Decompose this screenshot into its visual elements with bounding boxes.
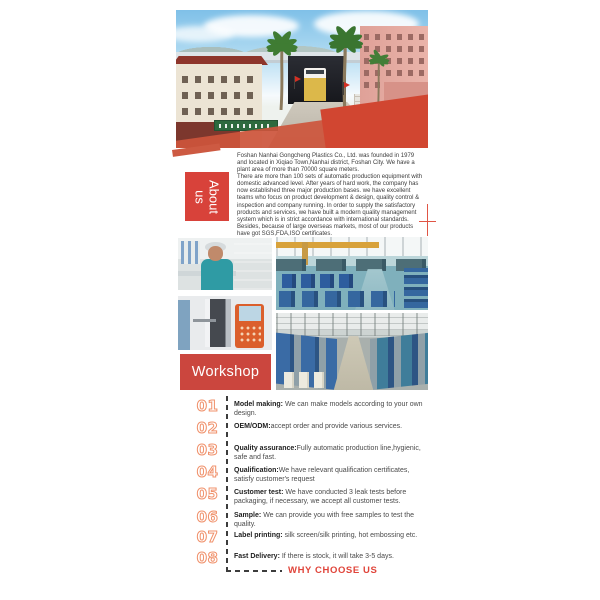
- feature-desc: silk screen/silk printing, hot embossing etc.: [284, 532, 418, 539]
- feature-title: Sample:: [234, 512, 264, 519]
- about-paragraph: Foshan Nanhai Gongcheng Plastics Co., Ltd. was founded in 1979 and located in Xiqiao Town,Nanhai district, Foshan City. We have a plant area of more than 70000 square meters.: [237, 153, 415, 174]
- feature-desc: We can provide you with free samples to test the quality.: [234, 512, 415, 529]
- workshop-photo-test-machine: [178, 296, 272, 350]
- feature-number: 03: [196, 441, 219, 459]
- feature-row: [194, 485, 428, 507]
- blue-crates: [282, 274, 355, 289]
- controller-screen: [239, 306, 261, 321]
- test-machine-column: [205, 299, 230, 348]
- feature-number: 02: [196, 419, 219, 437]
- feature-number: 07: [196, 528, 219, 546]
- workshop-photo-worker: [178, 238, 272, 290]
- feature-number: 04: [196, 463, 219, 481]
- feature-desc: Fully automatic production line,hygienic, safe and fast.: [234, 445, 421, 462]
- feature-row: [194, 419, 428, 437]
- blue-crates: [404, 268, 428, 308]
- feature-desc: We can make models according to your own design.: [234, 401, 423, 418]
- window-row: [182, 76, 256, 83]
- palm-tree-icon: [322, 16, 370, 112]
- feature-row: [194, 528, 428, 546]
- workshop-photo-floor-1: [276, 237, 428, 310]
- machine-row-right: [370, 333, 428, 390]
- red-flag-icon: [344, 82, 350, 88]
- feature-number: 01: [196, 397, 219, 415]
- window-row: [364, 34, 424, 40]
- about-us-text: [237, 153, 425, 238]
- feature-row: [194, 549, 428, 567]
- feature-row: [194, 463, 428, 485]
- feature-desc: We have conducted 3 leak tests before packaging, if necessary, we accept all customer tests.: [234, 489, 407, 506]
- window-row: [182, 108, 256, 115]
- horizontal-dashed-line: [226, 570, 282, 572]
- feature-number: 05: [196, 485, 219, 503]
- controller-keypad: [239, 325, 261, 342]
- feature-row: [194, 441, 428, 463]
- about-paragraph: There are more than 100 sets of automatic production equipment with domestic advanced level. After years of hard work, the company has now established three major production bases. we have excellent teams who focus on product development & design, quality control & inspection and company running. In order to supply the satisfactory products and services, we have built a modern quality management system which is in strict accordance with international standards. Besides, because of large overseas markets, most of our products have got SGS,FDA,ISO certificates.: [237, 174, 423, 237]
- material-sacks: [284, 372, 327, 389]
- operator: [178, 300, 190, 350]
- feature-desc: accept order and provide various services.: [270, 423, 403, 430]
- feature-title: Model making:: [234, 401, 285, 408]
- feature-title: Qualification:: [234, 467, 279, 474]
- ceiling: [276, 313, 428, 336]
- feature-title: Fast Delivery:: [234, 553, 282, 560]
- feature-desc: We have relevant qualification certificates, satisfy customer's request: [234, 467, 410, 484]
- feature-row: [194, 508, 428, 530]
- floor-aisle: [334, 336, 374, 390]
- feature-number: 08: [196, 549, 219, 567]
- worker-head: [208, 246, 223, 261]
- feature-title: Quality assurance:: [234, 445, 297, 452]
- feature-title: Customer test:: [234, 489, 286, 496]
- about-us-tab: [185, 172, 229, 221]
- palm-tree-icon: [364, 44, 394, 102]
- worker-torso: [201, 259, 233, 290]
- why-choose-us-label: WHY CHOOSE US: [288, 565, 378, 576]
- workshop-label: Workshop: [191, 364, 260, 380]
- about-us-label: About us: [193, 179, 222, 214]
- feature-title: OEM/ODM:: [234, 423, 271, 430]
- feature-title: Label printing:: [234, 532, 285, 539]
- crosshair-mark: [427, 204, 428, 236]
- red-flag-icon: [295, 76, 301, 82]
- feature-number: 06: [196, 508, 219, 526]
- workshop-label-box: [180, 354, 271, 390]
- blue-crates: [279, 291, 395, 307]
- shelf: [181, 241, 200, 264]
- machine-panel: [234, 243, 272, 290]
- crane-beam: [276, 242, 379, 248]
- palm-tree-icon: [260, 22, 304, 110]
- crosshair-mark: [419, 221, 436, 222]
- feature-row: [194, 397, 428, 419]
- window-row: [182, 92, 256, 99]
- factory-exterior-photo: [176, 10, 428, 148]
- feature-desc: If there is stock, it will take 3-5 days.: [281, 553, 394, 560]
- workshop-photo-floor-2: [276, 313, 428, 390]
- test-machine-arm: [193, 319, 216, 322]
